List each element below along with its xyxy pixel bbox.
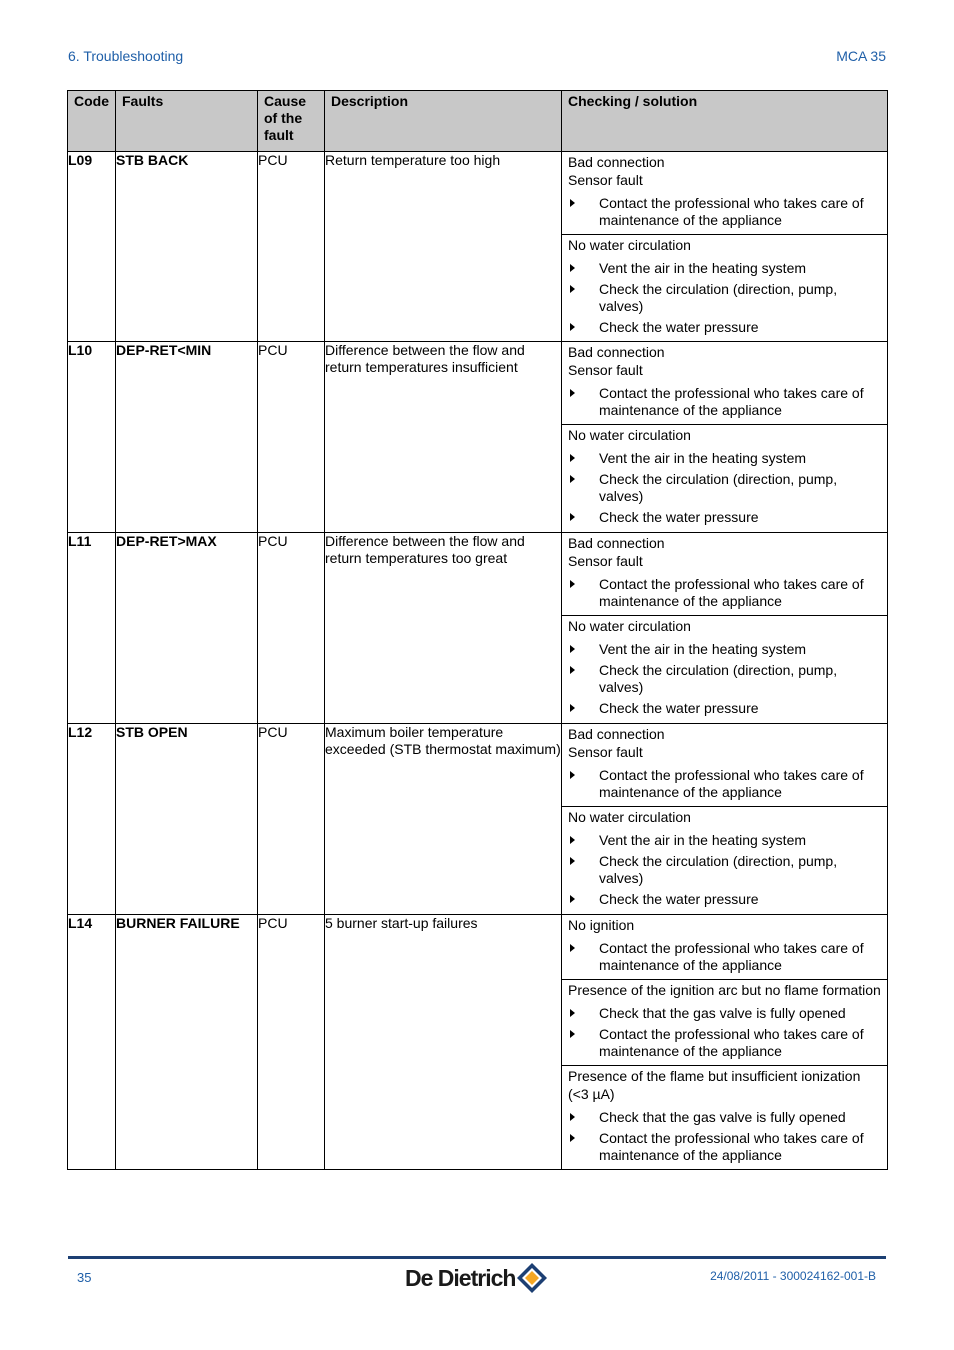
fault-cause: PCU [258, 724, 325, 915]
bullet-triangle-icon [570, 199, 575, 207]
footer-rule [68, 1256, 886, 1259]
bullet-triangle-icon [570, 389, 575, 397]
solution-step [568, 450, 881, 467]
solution-cell [562, 724, 888, 915]
bullet-triangle-icon [570, 944, 575, 952]
solution-step [568, 509, 881, 526]
bullet-triangle-icon [570, 1030, 575, 1038]
step-text: Check the circulation (direction, pump, valves) [599, 281, 838, 314]
solution-cell [562, 152, 888, 342]
fault-description: Difference between the flow and return temperatures too great [325, 533, 562, 724]
solution-step [568, 832, 881, 849]
solution-step [568, 281, 881, 315]
solution-step [568, 195, 881, 229]
step-text: Contact the professional who takes care of maintenance of the appliance [599, 940, 864, 973]
condition-text: Sensor fault [568, 362, 643, 378]
bullet-triangle-icon [570, 1113, 575, 1121]
condition-list [568, 426, 881, 444]
step-text: Check that the gas valve is fully opened [599, 1005, 846, 1021]
solution-block [562, 615, 887, 722]
fault-name: DEP-RET>MAX [116, 533, 258, 724]
step-text: Contact the professional who takes care of maintenance of the appliance [599, 385, 864, 418]
step-text: Contact the professional who takes care of maintenance of the appliance [599, 195, 864, 228]
condition-text: Sensor fault [568, 172, 643, 188]
step-text: Vent the air in the heating system [599, 450, 807, 466]
fault-code: L11 [68, 533, 116, 724]
column-header: Checking / solution [562, 91, 888, 152]
bullet-triangle-icon [570, 454, 575, 462]
condition-list [568, 1067, 881, 1103]
solution-block [562, 533, 887, 615]
fault-name: DEP-RET<MIN [116, 342, 258, 533]
column-header: Faults [116, 91, 258, 152]
bullet-triangle-icon [570, 645, 575, 653]
solution-cell [562, 533, 888, 724]
step-text: Vent the air in the heating system [599, 260, 807, 276]
solution-step [568, 1109, 881, 1126]
column-header: Code [68, 91, 116, 152]
step-text: Vent the air in the heating system [599, 832, 807, 848]
solution-step [568, 700, 881, 717]
solution-block [562, 724, 887, 806]
condition-text: No water circulation [568, 618, 691, 634]
fault-name: STB BACK [116, 152, 258, 342]
fault-cause: PCU [258, 152, 325, 342]
table-header-row [68, 91, 888, 152]
solution-block [562, 424, 887, 531]
step-text: Contact the professional who takes care of maintenance of the appliance [599, 1026, 864, 1059]
solution-step [568, 385, 881, 419]
step-text: Check the circulation (direction, pump, valves) [599, 853, 838, 886]
solution-step [568, 1026, 881, 1060]
fault-cause: PCU [258, 915, 325, 1170]
fault-description: 5 burner start-up failures [325, 915, 562, 1170]
solution-cell [562, 915, 888, 1170]
condition-list [568, 981, 881, 999]
table-row [68, 342, 888, 533]
condition-text: No ignition [568, 917, 635, 933]
step-text: Vent the air in the heating system [599, 641, 807, 657]
fault-code: L12 [68, 724, 116, 915]
condition-text: Sensor fault [568, 553, 643, 569]
condition-list [568, 534, 881, 570]
diamond-logo-icon [515, 1261, 549, 1295]
model-name: MCA 35 [836, 48, 886, 64]
solution-block [562, 234, 887, 341]
bullet-triangle-icon [570, 475, 575, 483]
solution-block [562, 1065, 887, 1169]
condition-text: Bad connection [568, 726, 665, 742]
solution-step [568, 1005, 881, 1022]
bullet-triangle-icon [570, 857, 575, 865]
solution-step [568, 853, 881, 887]
condition-text: Bad connection [568, 344, 665, 360]
solution-step [568, 260, 881, 277]
condition-text: No water circulation [568, 237, 691, 253]
solution-step [568, 940, 881, 974]
table-row [68, 152, 888, 342]
step-text: Contact the professional who takes care of maintenance of the appliance [599, 576, 864, 609]
fault-code: L09 [68, 152, 116, 342]
condition-text: No water circulation [568, 809, 691, 825]
solution-block [562, 915, 887, 979]
step-text: Check the water pressure [599, 891, 759, 907]
condition-list [568, 725, 881, 761]
document-reference: 24/08/2011 - 300024162-001-B [710, 1269, 876, 1283]
bullet-triangle-icon [570, 264, 575, 272]
step-text: Check the water pressure [599, 319, 759, 335]
condition-list [568, 153, 881, 189]
bullet-triangle-icon [570, 771, 575, 779]
bullet-triangle-icon [570, 1134, 575, 1142]
bullet-triangle-icon [570, 580, 575, 588]
fault-table [67, 90, 888, 1170]
fault-cause: PCU [258, 533, 325, 724]
fault-description: Return temperature too high [325, 152, 562, 342]
condition-list [568, 343, 881, 379]
solution-step [568, 767, 881, 801]
solution-step [568, 1130, 881, 1164]
solution-block [562, 342, 887, 424]
solution-block [562, 979, 887, 1065]
bullet-triangle-icon [570, 895, 575, 903]
step-text: Check that the gas valve is fully opened [599, 1109, 846, 1125]
bullet-triangle-icon [570, 1009, 575, 1017]
condition-text: No water circulation [568, 427, 691, 443]
condition-text: Bad connection [568, 535, 665, 551]
condition-text: Sensor fault [568, 744, 643, 760]
fault-description: Maximum boiler temperature exceeded (STB thermostat maximum) [325, 724, 562, 915]
condition-text: Bad connection [568, 154, 665, 170]
bullet-triangle-icon [570, 704, 575, 712]
bullet-triangle-icon [570, 285, 575, 293]
step-text: Check the circulation (direction, pump, valves) [599, 471, 838, 504]
table-row [68, 724, 888, 915]
condition-list [568, 916, 881, 934]
condition-list [568, 808, 881, 826]
brand-logo [405, 1262, 549, 1294]
page-number: 35 [77, 1270, 92, 1285]
fault-name: STB OPEN [116, 724, 258, 915]
solution-step [568, 319, 881, 336]
bullet-triangle-icon [570, 836, 575, 844]
solution-block [562, 152, 887, 234]
bullet-triangle-icon [570, 323, 575, 331]
bullet-triangle-icon [570, 513, 575, 521]
column-header: Cause of the fault [258, 91, 325, 152]
solution-step [568, 891, 881, 908]
solution-step [568, 471, 881, 505]
step-text: Contact the professional who takes care of maintenance of the appliance [599, 767, 864, 800]
condition-text: Presence of the flame but insufficient ionization (<3 µA) [568, 1068, 861, 1102]
bullet-triangle-icon [570, 666, 575, 674]
solution-step [568, 662, 881, 696]
step-text: Check the water pressure [599, 509, 759, 525]
section-title: 6. Troubleshooting [68, 48, 184, 64]
fault-code: L14 [68, 915, 116, 1170]
condition-list [568, 617, 881, 635]
fault-description: Difference between the flow and return temperatures insufficient [325, 342, 562, 533]
column-header: Description [325, 91, 562, 152]
step-text: Contact the professional who takes care of maintenance of the appliance [599, 1130, 864, 1163]
solution-cell [562, 342, 888, 533]
solution-block [562, 806, 887, 913]
solution-step [568, 641, 881, 658]
step-text: Check the circulation (direction, pump, valves) [599, 662, 838, 695]
fault-cause: PCU [258, 342, 325, 533]
step-text: Check the water pressure [599, 700, 759, 716]
solution-step [568, 576, 881, 610]
condition-list [568, 236, 881, 254]
logo-wordmark: De Dietrich [405, 1264, 516, 1291]
condition-text: Presence of the ignition arc but no flame formation [568, 982, 881, 998]
table-row [68, 915, 888, 1170]
fault-code: L10 [68, 342, 116, 533]
fault-name: BURNER FAILURE [116, 915, 258, 1170]
table-row [68, 533, 888, 724]
